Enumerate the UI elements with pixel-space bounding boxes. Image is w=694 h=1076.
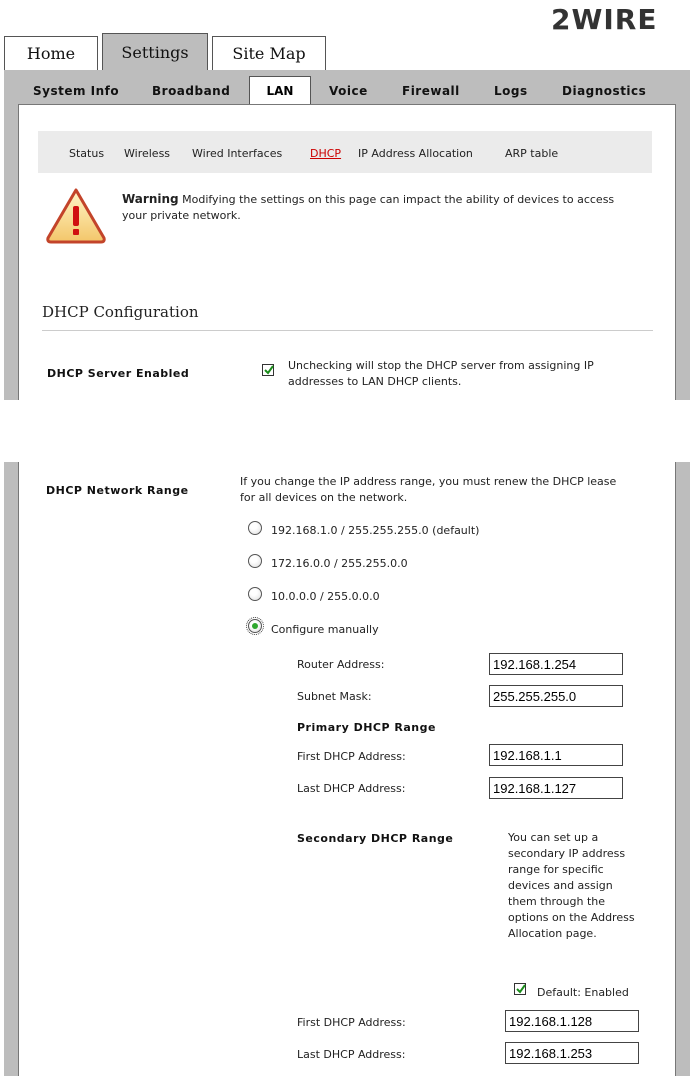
last-dhcp-input[interactable] bbox=[489, 777, 623, 799]
warning-icon bbox=[44, 186, 108, 246]
dhcp-server-label: DHCP Server Enabled bbox=[47, 367, 190, 380]
radio-192-168-label: 192.168.1.0 / 255.255.255.0 (default) bbox=[271, 524, 480, 537]
radio-192-168[interactable] bbox=[248, 521, 262, 535]
dhcp-server-checkbox[interactable] bbox=[262, 364, 274, 376]
router-address-input[interactable] bbox=[489, 653, 623, 675]
subtab-dhcp[interactable]: DHCP bbox=[310, 147, 342, 160]
radio-configure-manually[interactable] bbox=[248, 619, 262, 633]
network-range-note: If you change the IP address range, you must renew the DHCP lease for all devices on the network. bbox=[240, 475, 617, 504]
check-icon bbox=[263, 364, 275, 376]
subtab-status[interactable]: Status bbox=[69, 147, 105, 160]
nav-voice[interactable]: Voice bbox=[329, 84, 368, 98]
router-address-label: Router Address: bbox=[297, 658, 385, 671]
check-icon bbox=[515, 983, 527, 995]
subtab-arp-table[interactable]: ARP table bbox=[505, 147, 559, 160]
radio-configure-manually-label: Configure manually bbox=[271, 623, 379, 636]
section-title: DHCP Configuration bbox=[42, 303, 199, 321]
2wire-logo bbox=[551, 4, 691, 34]
secondary-last-input[interactable] bbox=[505, 1042, 639, 1064]
warning-body: Modifying the settings on this page can impact the ability of devices to access your private network. bbox=[122, 193, 615, 222]
first-dhcp-label: First DHCP Address: bbox=[297, 750, 406, 763]
radio-10-0[interactable] bbox=[248, 587, 262, 601]
subtab-ip-address-allocation[interactable]: IP Address Allocation bbox=[358, 147, 473, 160]
svg-text:2WIRE: 2WIRE bbox=[551, 4, 658, 34]
subnet-mask-input[interactable] bbox=[489, 685, 623, 707]
dhcp-server-note: Unchecking will stop the DHCP server from assigning IP addresses to LAN DHCP clients. bbox=[288, 359, 594, 388]
subtab-wired-interfaces[interactable]: Wired Interfaces bbox=[192, 147, 283, 160]
subnet-mask-label: Subnet Mask: bbox=[297, 690, 372, 703]
nav-logs[interactable]: Logs bbox=[494, 84, 528, 98]
secondary-first-input[interactable] bbox=[505, 1010, 639, 1032]
secondary-first-label: First DHCP Address: bbox=[297, 1016, 406, 1029]
lower-panel bbox=[18, 462, 676, 1076]
secondary-range-title: Secondary DHCP Range bbox=[297, 832, 454, 845]
first-dhcp-input[interactable] bbox=[489, 744, 623, 766]
radio-10-0-label: 10.0.0.0 / 255.0.0.0 bbox=[271, 590, 380, 603]
tab-home[interactable]: Home bbox=[4, 36, 98, 70]
primary-range-title: Primary DHCP Range bbox=[297, 721, 436, 734]
section-divider bbox=[42, 330, 653, 331]
nav-system-info[interactable]: System Info bbox=[33, 84, 120, 98]
tab-site-map[interactable]: Site Map bbox=[212, 36, 326, 70]
last-dhcp-label: Last DHCP Address: bbox=[297, 782, 406, 795]
radio-172-16-label: 172.16.0.0 / 255.255.0.0 bbox=[271, 557, 408, 570]
nav-broadband[interactable]: Broadband bbox=[152, 84, 231, 98]
secondary-last-label: Last DHCP Address: bbox=[297, 1048, 406, 1061]
warning-message bbox=[122, 191, 642, 224]
default-enabled-label: Default: Enabled bbox=[537, 986, 629, 999]
network-range-label: DHCP Network Range bbox=[46, 484, 189, 497]
default-enabled-checkbox[interactable] bbox=[514, 983, 526, 995]
subtab-wireless[interactable]: Wireless bbox=[124, 147, 171, 160]
nav-lan[interactable]: LAN bbox=[249, 76, 311, 104]
nav-diagnostics[interactable]: Diagnostics bbox=[562, 84, 647, 98]
nav-firewall[interactable]: Firewall bbox=[402, 84, 460, 98]
warning-title: Warning bbox=[122, 192, 179, 206]
radio-172-16[interactable] bbox=[248, 554, 262, 568]
tab-settings[interactable]: Settings bbox=[102, 33, 208, 71]
secondary-range-note: You can set up a secondary IP address range for specific devices and assign them through the options on the Address Allocation page. bbox=[508, 831, 635, 940]
